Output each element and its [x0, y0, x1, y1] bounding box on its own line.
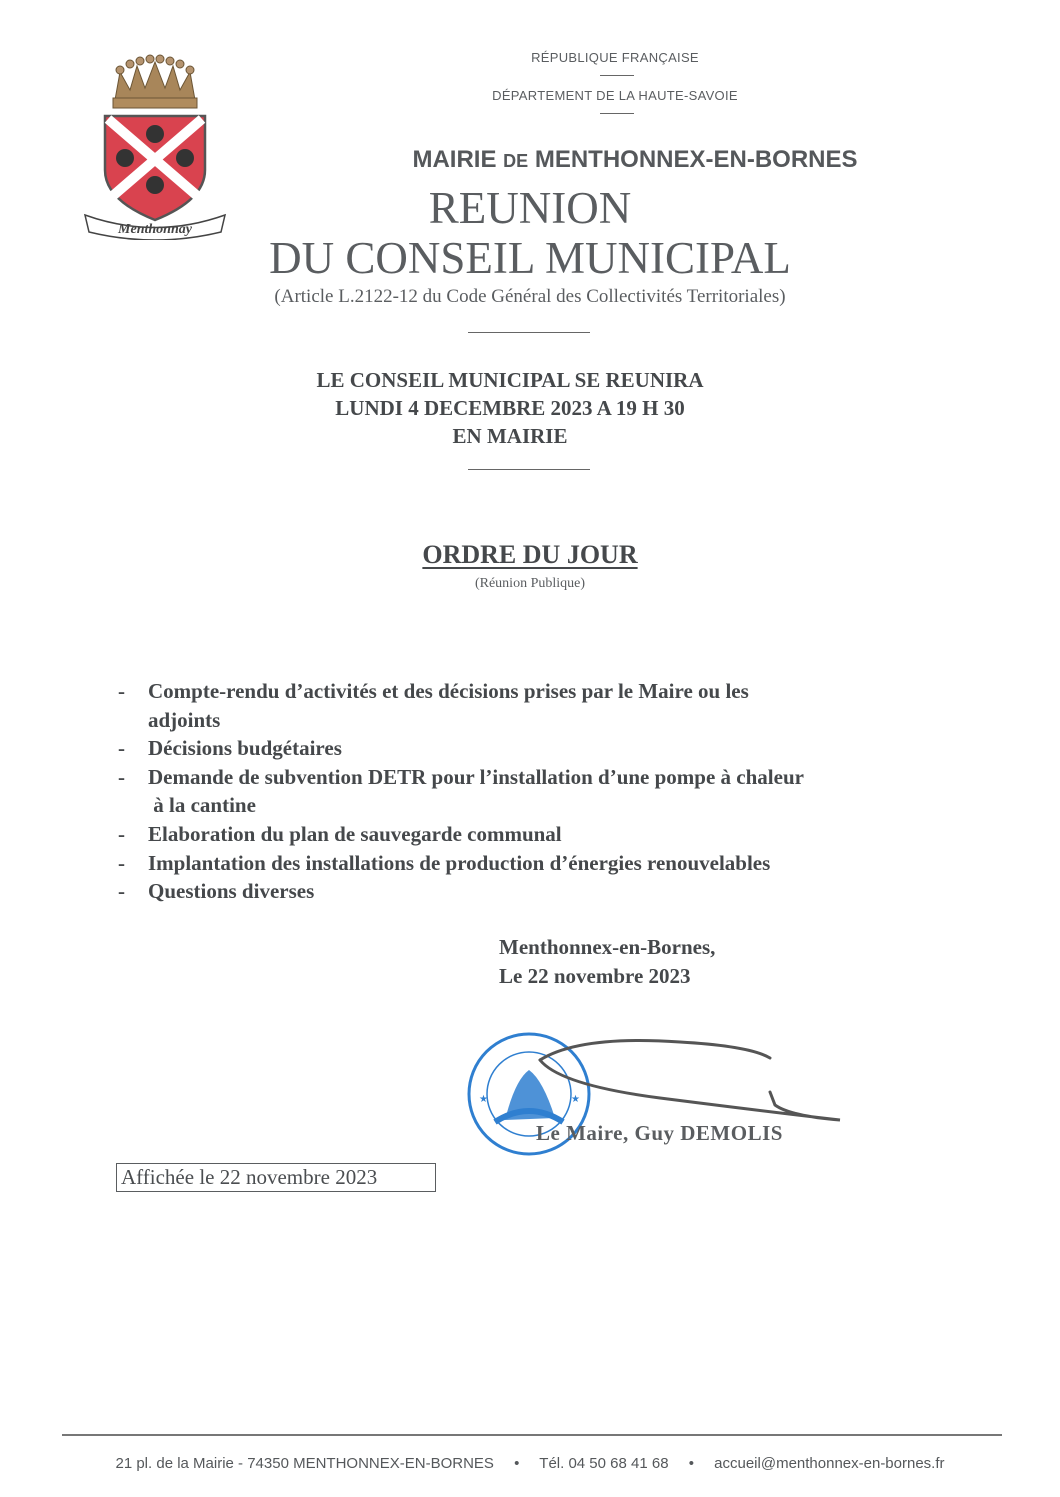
agenda-item-continuation: à la cantine [148, 793, 256, 818]
agenda-heading [330, 540, 730, 570]
meeting-info [240, 366, 780, 450]
article-reference: (Article L.2122-12 du Code Général des Collectivités Territoriales) [274, 286, 786, 307]
bullet: - [118, 764, 125, 789]
signature-place-date [499, 933, 819, 991]
footer [60, 1455, 1000, 1472]
meeting-line-2: LUNDI 4 DECEMBRE 2023 A 19 H 30 [335, 396, 685, 420]
agenda-subheading: (Réunion Publique) [474, 576, 586, 591]
agenda-item-continuation: adjoints [148, 707, 221, 732]
svg-text:Menthonnay: Menthonnay [118, 222, 192, 237]
footer-address: 21 pl. de la Mairie - 74350 MENTHONNEX-EN-BORNES [115, 1455, 494, 1472]
agenda-item-text: Décisions budgétaires [148, 736, 342, 761]
shield-icon [105, 116, 205, 220]
svg-text:★: ★ [479, 1094, 488, 1105]
mairie-prefix: MAIRIE [412, 146, 497, 173]
agenda-item [118, 677, 938, 734]
divider [468, 332, 590, 333]
footer-separator: • [688, 1455, 694, 1472]
signatory-name: Le Maire, Guy DEMOLIS [536, 1121, 783, 1145]
bullet: - [118, 679, 125, 703]
meeting-line-1: LE CONSEIL MUNICIPAL SE REUNIRA [316, 368, 704, 392]
coat-of-arms-logo [75, 50, 235, 240]
agenda-item-text: Implantation des installations de production d’énergies renouvelables [148, 850, 771, 875]
republic-label: RÉPUBLIQUE FRANÇAISE [531, 50, 699, 65]
svg-text:★: ★ [571, 1094, 580, 1105]
bullet: - [118, 821, 125, 846]
signature-date: Le 22 novembre 2023 [499, 964, 691, 988]
title-line-1: REUNION [428, 183, 632, 233]
agenda-item-text: Compte-rendu d’activités et des décisions prises par le Maire ou les [148, 679, 749, 703]
divider [468, 469, 590, 470]
footer-separator: • [514, 1455, 520, 1472]
handwritten-signature [520, 1030, 860, 1130]
agenda-item-text: Questions diverses [148, 879, 315, 904]
divider [600, 75, 634, 76]
crown-icon [113, 55, 197, 108]
mairie-name: MENTHONNEX-EN-BORNES [534, 146, 858, 173]
mairie-de: DE [503, 151, 529, 171]
agenda-item-text: Elaboration du plan de sauvegarde communal [148, 821, 562, 846]
agenda-item [118, 820, 938, 849]
signature-place: Menthonnex-en-Bornes, [499, 935, 716, 959]
posted-date-box: Affichée le 22 novembre 2023 [116, 1163, 436, 1192]
agenda-item-text: Demande de subvention DETR pour l’installation d’une pompe à chaleur [148, 764, 804, 789]
footer-phone: Tél. 04 50 68 41 68 [539, 1455, 669, 1472]
department-label: DÉPARTEMENT DE LA HAUTE-SAVOIE [492, 88, 738, 103]
agenda-list [118, 677, 938, 906]
footer-email[interactable]: accueil@menthonnex-en-bornes.fr [714, 1455, 945, 1472]
title-line-2: DU CONSEIL MUNICIPAL [269, 233, 791, 283]
agenda-item [118, 849, 938, 878]
agenda-item [118, 763, 938, 820]
agenda-item [118, 734, 938, 763]
bullet: - [118, 850, 125, 875]
divider [600, 113, 634, 114]
agenda-item [118, 877, 938, 906]
agenda-heading-text: ORDRE DU JOUR [422, 540, 638, 569]
meeting-line-3: EN MAIRIE [452, 424, 568, 448]
bullet: - [118, 879, 125, 904]
bullet: - [118, 736, 125, 761]
mairie-heading [370, 146, 900, 174]
footer-divider [62, 1434, 1002, 1436]
